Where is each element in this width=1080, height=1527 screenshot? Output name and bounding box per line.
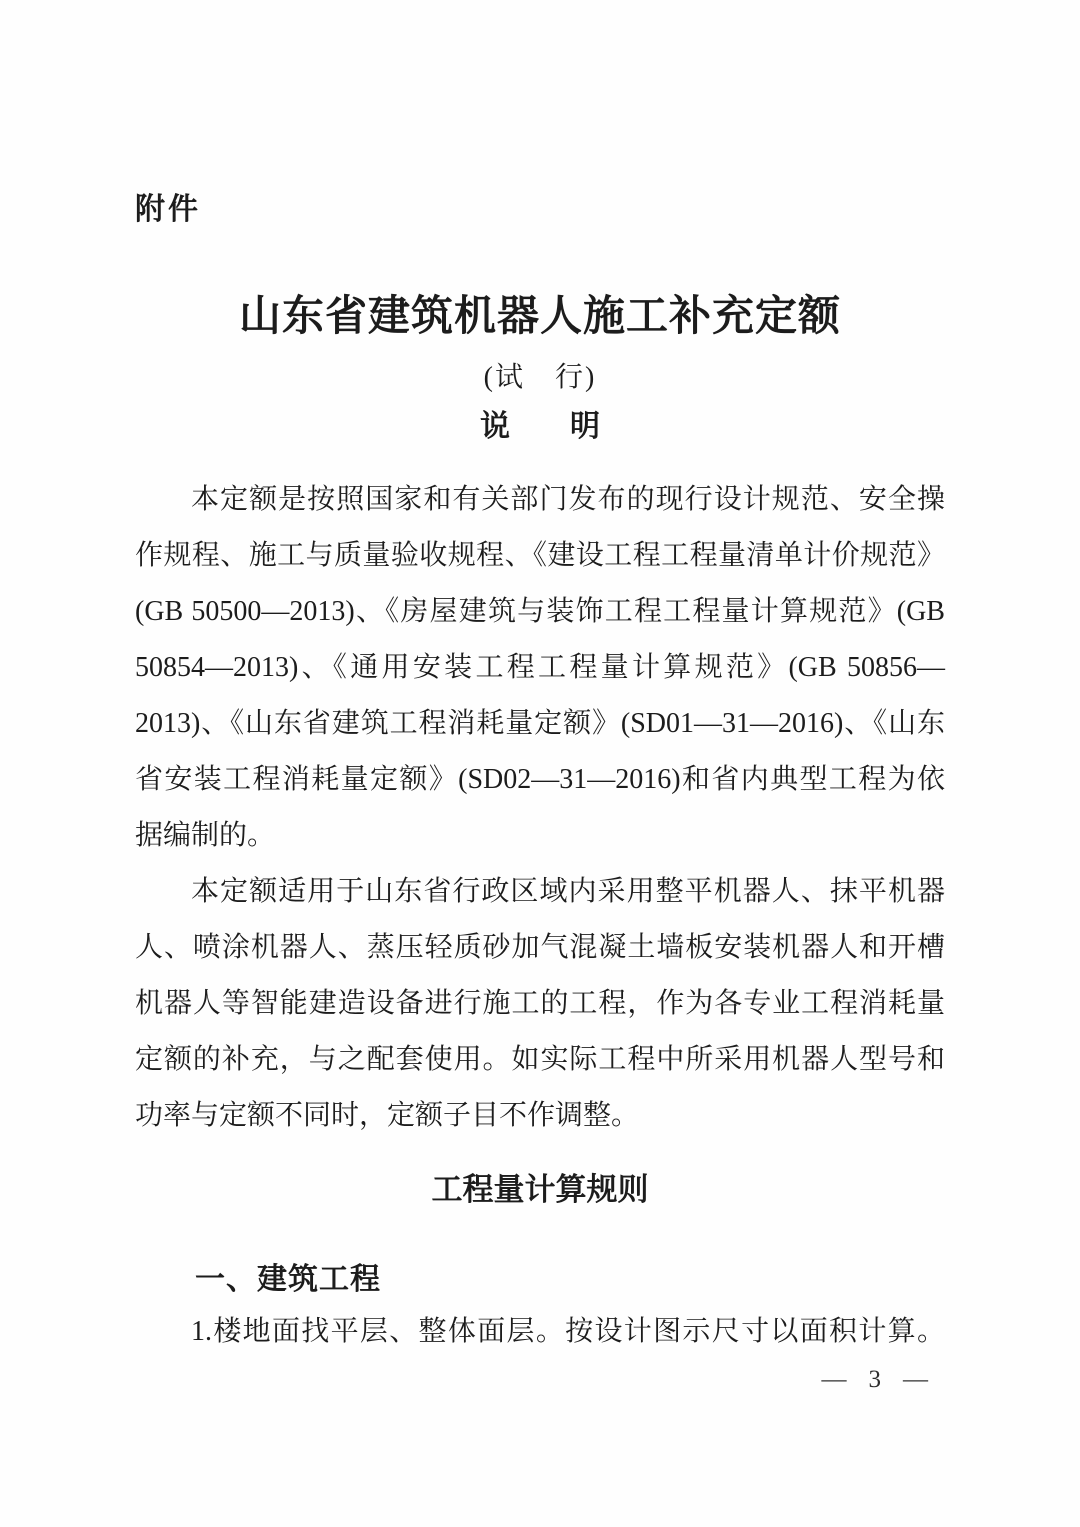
rules-heading: 工程量计算规则	[431, 1172, 649, 1207]
footer-left-dash: —	[821, 1366, 847, 1393]
page-number-footer	[822, 1366, 929, 1394]
page-number: 3	[868, 1366, 881, 1393]
notes-body	[135, 472, 945, 1144]
rule-item-1: 1.楼地面找平层、整体面层。按设计图示尺寸以面积计算。	[191, 1316, 945, 1347]
trial-label: (试 行)	[483, 362, 597, 393]
attachment-label: 附件	[135, 193, 201, 226]
notes-paragraph-2: 本定额适用于山东省行政区域内采用整平机器人、抹平机器人、喷涂机器人、蒸压轻质砂加气混凝土墙板安装机器人和开槽机器人等智能建造设备进行施工的工程，作为各专业工程消耗量定额的补充，与之配套使用。如实际工程中所采用机器人型号和功率与定额不同时，定额子目不作调整。	[135, 876, 945, 1131]
notes-paragraph-1: 本定额是按照国家和有关部门发布的现行设计规范、安全操作规程、施工与质量验收规程、《建设工程工程量清单计价规范》(GB 50500—2013)、《房屋建筑与装饰工程工程量计算规范》(GB 50854—2013)、《通用安装工程工程量计算规范》(GB 50856—2013)、《山东省建筑工程消耗量定额》(SD01—31—2016)、《山东省安装工程消耗量定额》(SD02—31—2016)和省内典型工程为依据编制的。	[135, 484, 945, 851]
subsection-heading-construction: 一、建筑工程	[195, 1263, 381, 1296]
notes-heading: 说 明	[480, 410, 600, 443]
footer-right-dash: —	[903, 1366, 928, 1393]
document-title: 山东省建筑机器人施工补充定额	[238, 294, 841, 340]
